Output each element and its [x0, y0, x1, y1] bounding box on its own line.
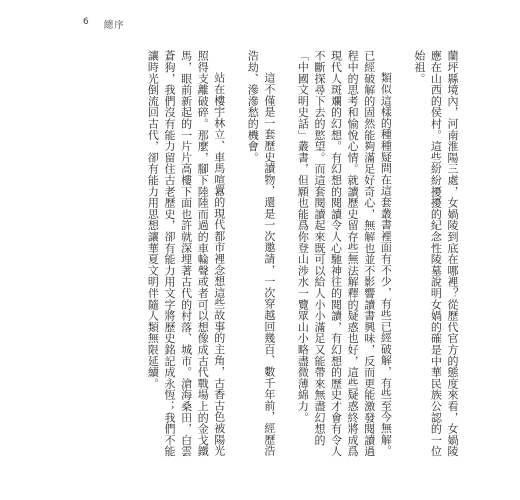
paragraph-1: 蘭坪縣境內，河南淮陽三處，女媧陵到底在哪裡？從歷代官方的態度來看，女媧陵應在山西的侯村。這些紛紛擾擾的紀念性陵墓說明女媧的確是中華民族公認的一位始祖。	[412, 50, 459, 457]
paragraph-gap	[394, 50, 411, 51]
paragraph-2: 類似這樣的種種疑問在這套叢書裡面有不少，有些已經破解，有些至今無解。已經破解的固然能夠滿足好奇心，無解也並不影響讀書興味，反而更能激發閱讀過程中的思考和愉悅心情。就讀歷史留存些無法解釋的疑惑也好，這些疑惑終將成爲現代人斑斕的幻想。有幻想的閱讀令人心馳神往的閱讀，有幻想的歷史才會有令人不斷探尋下去的慾望。而這套閱讀起來既可以給人小小滿足又能帶來無盡幻想的「中國文明史話」叢書，但願也能爲你登山涉水一覽眾山小略盡微薄綿力。	[296, 50, 393, 457]
page-number: 6	[83, 17, 90, 27]
paragraph-3: 這不僅是一套歷史讀物，還是一次邀請，一次穿越回幾百、數千年前，經歷浩浩劫、滲滲愁的機會。	[246, 50, 276, 457]
page-header	[83, 17, 125, 31]
vertical-body-text	[144, 50, 460, 460]
running-title: 總序	[103, 20, 125, 31]
paragraph-gap	[277, 50, 294, 51]
paragraph-gap	[227, 50, 244, 51]
paragraph-4: 站在樓宇林立、車馬喧囂的現代都市裡念想這些故事的主角，古香古色被陽光照得支離破碎。那麼，腳下陸陸而過的車輪聲或者可以想像成古代戰場上的金戈鐵馬，眼前新起的一片片高樓下面也許就深埋著古代的村落、城市。滄海桑田，白雲蒼狗，我們沒有能力留住古老歷史，卻有能力用文字將歷史銘記成永恆；我們不能讓時光倒流回古代，卻有能力用思想讓華夏文明伴隨人類無限延續。	[146, 50, 226, 457]
